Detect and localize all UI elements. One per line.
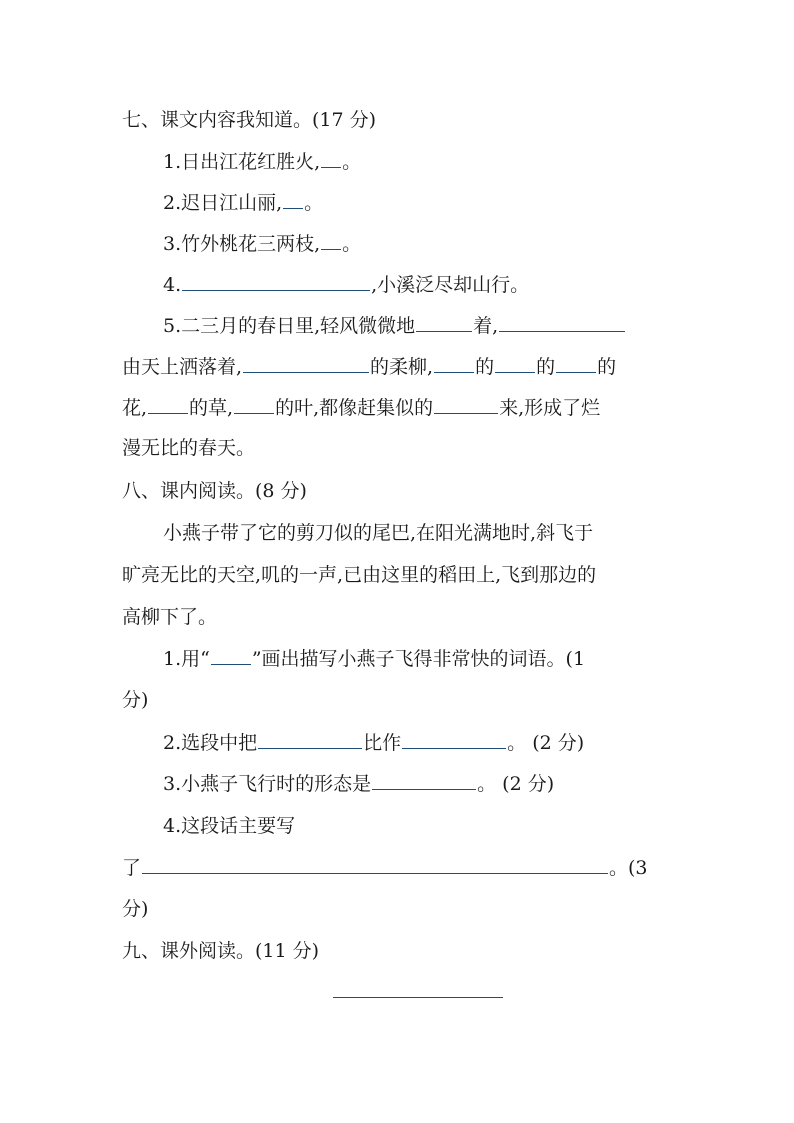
q5-text-1b: 着, — [473, 315, 499, 337]
q5-text-2a: 由天上洒落着, — [122, 356, 243, 378]
q3-end: 。 — [342, 233, 362, 255]
s8-q2-text-a: 2.选段中把 — [163, 732, 258, 754]
s8-q1-text-b: ”画出描写小燕子飞得非常快的词语。(1 — [251, 648, 586, 670]
s8-q4-text-c: 。(3 — [609, 857, 648, 879]
section7-q5-line3 — [122, 395, 600, 420]
q5-text-2e: 的 — [597, 356, 617, 378]
q5-text-3d: 来,形成了烂 — [499, 397, 601, 419]
section7-q1 — [163, 149, 361, 174]
section8-q4-answer-line — [122, 855, 648, 880]
section8-q3 — [163, 771, 554, 796]
section8-q4: 4.这段话主要写 — [163, 815, 296, 837]
s8-q1-sample-line — [211, 646, 251, 665]
section8-q4-cont: 分) — [122, 898, 149, 920]
q5-text-3b: 的草, — [189, 397, 234, 419]
s8-q3-blank[interactable] — [372, 771, 476, 790]
q4-text: ,小溪泛尽却山行。 — [371, 274, 530, 296]
q5-text-2d: 的 — [536, 356, 556, 378]
q5-blank-8[interactable] — [234, 395, 274, 414]
s8-q3-text-b: 。 (2 分) — [477, 773, 555, 795]
q3-text: 3.竹外桃花三两枝, — [163, 233, 321, 255]
q5-blank-5[interactable] — [495, 354, 535, 373]
q5-blank-7[interactable] — [148, 395, 188, 414]
q4-blank[interactable] — [182, 272, 370, 291]
q5-text-1a: 5.二三月的春日里,轻风微微地 — [163, 315, 416, 337]
s8-q2-text-b: 比作 — [363, 732, 402, 754]
q5-text-3a: 花, — [122, 397, 148, 419]
q5-blank-1[interactable] — [416, 313, 472, 332]
q1-blank[interactable] — [321, 149, 341, 168]
section8-passage-line2: 旷亮无比的天空,叽的一声,已由这里的稻田上,飞到那边的 — [122, 564, 597, 586]
section7-q2 — [163, 190, 323, 215]
section8-q1 — [163, 646, 585, 671]
section7-q5-line4: 漫无比的春天。 — [122, 437, 256, 459]
s8-q1-text-a: 1.用“ — [163, 648, 210, 670]
q5-blank-4[interactable] — [434, 354, 474, 373]
q4-num: 4. — [163, 274, 182, 296]
q3-blank[interactable] — [321, 231, 341, 250]
section7-q3 — [163, 231, 361, 256]
section8-q1-cont: 分) — [122, 689, 149, 711]
s8-q4-text-b: 了 — [122, 857, 142, 879]
section7-q4 — [163, 272, 529, 297]
section8-heading: 八、课内阅读。(8 分) — [122, 480, 307, 502]
q2-blank[interactable] — [283, 190, 303, 209]
section8-passage-line1: 小燕子带了它的剪刀似的尾巴,在阳光满地时,斜飞于 — [163, 522, 594, 544]
section9-heading: 九、课外阅读。(11 分) — [122, 940, 320, 962]
q1-text: 1.日出江花红胜火, — [163, 151, 321, 173]
section7-heading: 七、课文内容我知道。(17 分) — [122, 109, 377, 131]
s8-q2-blank-2[interactable] — [402, 730, 506, 749]
q5-blank-6[interactable] — [556, 354, 596, 373]
s8-q3-text-a: 3.小燕子飞行时的形态是 — [163, 773, 372, 795]
s8-q2-blank-1[interactable] — [258, 730, 362, 749]
section8-q2 — [163, 730, 584, 755]
q5-text-2c: 的 — [475, 356, 495, 378]
q5-text-2b: 的柔柳, — [370, 356, 434, 378]
q2-end: 。 — [304, 192, 324, 214]
footer-divider — [333, 997, 503, 998]
section7-q5-line1 — [163, 313, 626, 338]
s8-q4-blank[interactable] — [142, 855, 608, 874]
q5-blank-3[interactable] — [243, 354, 369, 373]
q5-blank-9[interactable] — [434, 395, 498, 414]
q1-end: 。 — [342, 151, 362, 173]
section8-passage-line3: 高柳下了。 — [122, 606, 218, 628]
q5-blank-2[interactable] — [499, 313, 625, 332]
section7-q5-line2 — [122, 354, 616, 379]
q2-text: 2.迟日江山丽, — [163, 192, 283, 214]
s8-q2-text-c: 。 (2 分) — [507, 732, 585, 754]
q5-text-3c: 的叶,都像赶集似的 — [275, 397, 434, 419]
